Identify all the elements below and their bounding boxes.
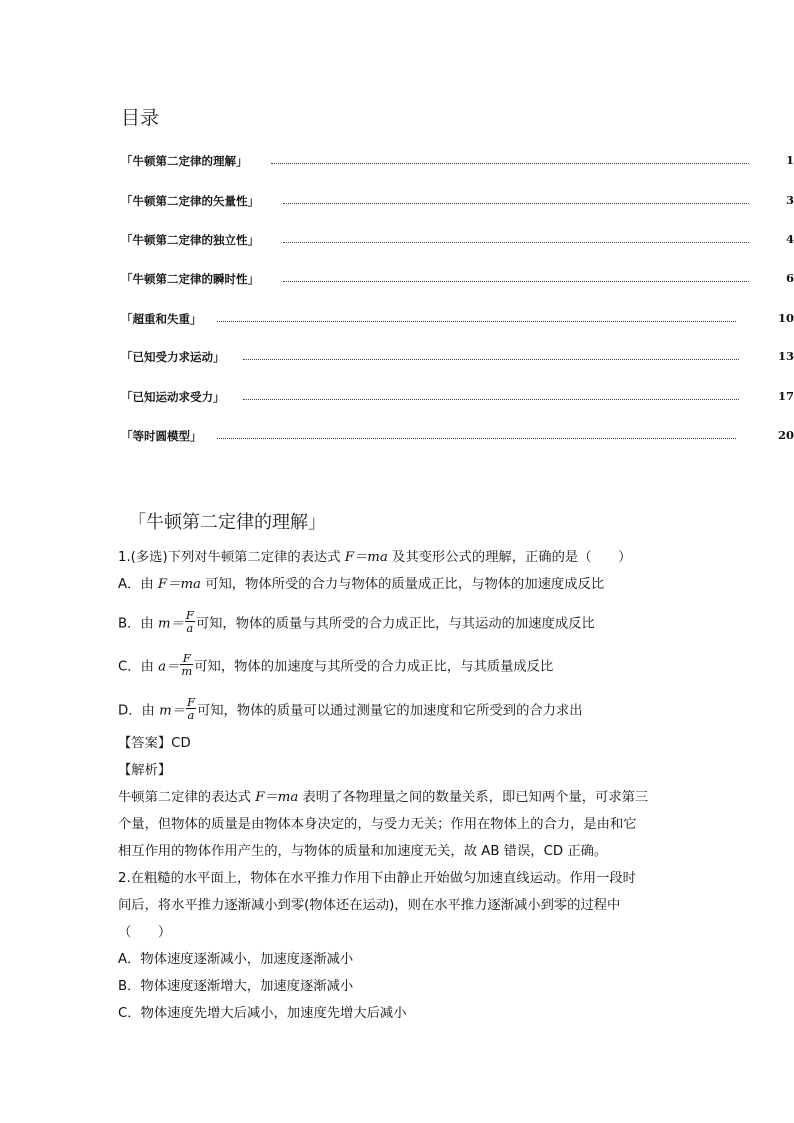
q1-analysis: [118, 789, 648, 807]
toc-entry-label: 「超重和失重」: [121, 312, 202, 326]
q1-stem-text: 1.(多选)下列对牛顿第二定律的表达式: [118, 550, 345, 565]
toc-entry-page: 17: [777, 389, 794, 403]
q1-analysis: 相互作用的物体作用产生的，与物体的质量和加速度无关，故 AB 错误，CD 正确。: [118, 844, 608, 859]
toc-entry-page: 20: [777, 428, 794, 442]
q2-option-a: A．物体速度逐渐减小，加速度逐渐减小: [118, 952, 354, 967]
option-label: C．由: [118, 659, 159, 675]
formula: m＝: [159, 703, 185, 719]
q1-analysis: 个量，但物体的质量是由物体本身决定的，与受力无关；作用在物体上的合力，是由和它: [118, 817, 637, 832]
q1-option-d: [118, 695, 583, 723]
toc-entry-label: 「等时圆模型」: [121, 429, 202, 443]
toc-entry-page: 10: [777, 311, 794, 325]
analysis-text: 牛顿第二定律的表达式: [118, 790, 256, 805]
formula: m＝: [157, 616, 184, 632]
q1-answer: 【答案】CD: [118, 736, 191, 751]
q1-option-a: [118, 576, 604, 594]
toc-entry-page: 3: [785, 193, 794, 207]
formula: F＝ma: [255, 790, 299, 805]
toc-entry-label: 「牛顿第二定律的理解」: [121, 154, 248, 168]
option-label: A．由: [118, 577, 158, 592]
option-label: B．由: [118, 616, 158, 632]
toc-entry-label: 「已知受力求运动」: [121, 350, 225, 364]
option-text: 可知，物体的质量与其所受的合力成正比，与其运动的加速度成反比: [195, 616, 595, 632]
q1-option-b: [118, 608, 595, 636]
q1-option-c: [118, 651, 554, 679]
fraction-numerator: F: [185, 608, 194, 622]
toc-title: 目录: [121, 107, 160, 129]
toc-leader-dots: [283, 281, 749, 282]
toc-entry-label: 「牛顿第二定律的矢量性」: [121, 194, 259, 208]
toc-entry-label: 「已知运动求受力」: [121, 390, 225, 404]
q1-analysis-label: 【解析】: [118, 763, 172, 778]
formula: F＝ma: [344, 550, 388, 565]
toc-entry-label: 「牛顿第二定律的独立性」: [121, 233, 259, 247]
q1-stem-text: 及其变形公式的理解，正确的是（ ）: [387, 550, 632, 565]
toc-entry-page: 13: [777, 349, 794, 363]
fraction: [186, 696, 196, 721]
q2-option-c: C．物体速度先增大后减小，加速度先增大后减小: [118, 1006, 407, 1021]
fraction-denominator: m: [181, 664, 193, 678]
fraction: [185, 609, 195, 634]
fraction-numerator: F: [186, 695, 195, 709]
q1-stem: [118, 549, 631, 567]
toc-entry-label: 「牛顿第二定律的瞬时性」: [121, 272, 259, 286]
q2-stem: 间后，将水平推力逐渐减小到零(物体还在运动)，则在水平推力逐渐减小到零的过程中: [118, 898, 621, 913]
toc-leader-dots: [283, 203, 749, 204]
option-text: 可知，物体所受的合力与物体的质量成正比，与物体的加速度成反比: [200, 577, 605, 592]
toc-leader-dots: [217, 438, 736, 439]
section-heading: 「牛顿第二定律的理解」: [128, 512, 326, 533]
toc-entry-page: 4: [785, 232, 794, 246]
toc-leader-dots: [271, 163, 749, 164]
option-text: 可知，物体的加速度与其所受的合力成正比，与其质量成反比: [194, 659, 554, 675]
analysis-text: 表明了各物理量之间的数量关系，即已知两个量，可求第三: [298, 790, 649, 805]
fraction-numerator: F: [180, 652, 193, 665]
q2-stem: （ ）: [118, 925, 172, 940]
q2-stem: 2.在粗糙的水平面上，物体在水平推力作用下由静止开始做匀加速直线运动。作用一段时: [118, 871, 636, 886]
formula: a＝: [158, 659, 180, 675]
formula: F＝ma: [157, 577, 201, 592]
toc-entry-page: 6: [785, 271, 794, 285]
fraction-denominator: a: [186, 621, 194, 635]
option-text: 可知，物体的质量可以通过测量它的加速度和它所受到的合力求出: [196, 703, 583, 719]
toc-leader-dots: [217, 321, 736, 322]
toc-leader-dots: [283, 242, 749, 243]
fraction-denominator: a: [187, 708, 195, 722]
toc-entry-page: 1: [785, 153, 794, 167]
option-label: D．由: [118, 703, 160, 719]
fraction: [180, 652, 193, 677]
q2-option-b: B．物体速度逐渐增大，加速度逐渐减小: [118, 979, 354, 994]
toc-leader-dots: [243, 359, 739, 360]
toc-leader-dots: [243, 399, 739, 400]
